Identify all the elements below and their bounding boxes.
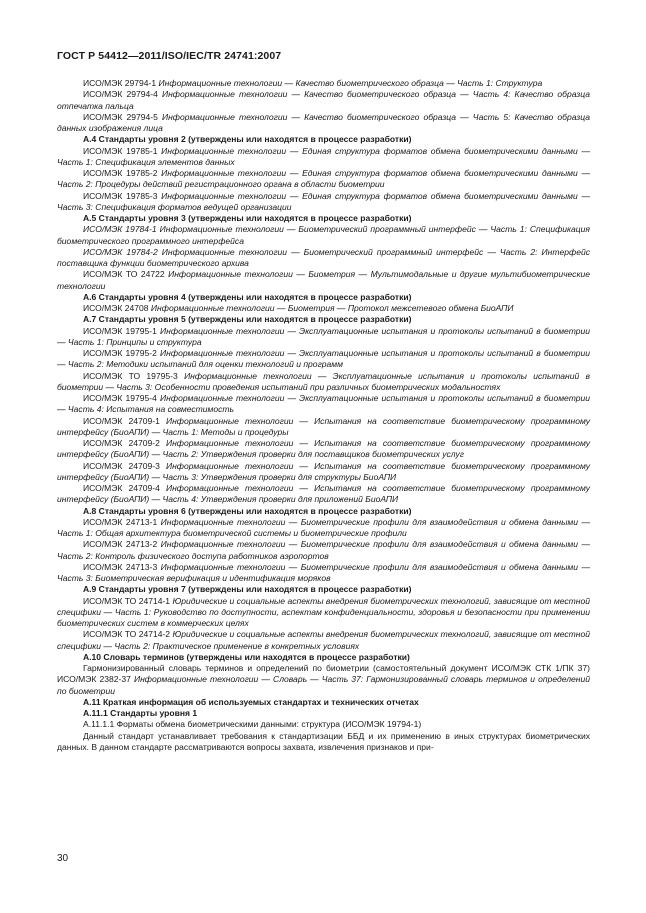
paragraph-plain-text: ИСО/МЭК 29794-4	[83, 89, 162, 100]
paragraph	[57, 393, 590, 416]
paragraph-italic-text: Информационные технологии — Биометрические профили для взаимодействия и обмена данными — Часть 3: Биометрическая верификация и идентификация моряков	[57, 561, 590, 583]
section-heading: А.9 Стандарты уровня 7 (утверждены или находятся в процессе разработки)	[83, 584, 412, 595]
paragraph-italic-text: Информационные технологии — Качество биометрического образца — Часть 1: Структура	[158, 78, 543, 88]
paragraph-plain-text: А.11.1.1 Форматы обмена биометрическими данными: структура (ИСО/МЭК 19794-1)	[83, 719, 422, 730]
paragraph-plain-text: ИСО/МЭК ТО 24714-2	[83, 629, 173, 640]
paragraph	[57, 168, 590, 191]
section-heading: А.11 Краткая информация об используемых стандартах и технических отчетах	[83, 696, 419, 707]
paragraph-italic-text: Информационные технологии — Единая структура форматов обмена биометрическими данными — Часть 1: Спецификация элементов данных	[57, 145, 590, 167]
paragraph-plain-text: ИСО/МЭК 24708	[83, 303, 151, 313]
paragraph-plain-text: ИСО/МЭК 19795-2	[83, 348, 161, 358]
paragraph	[57, 269, 590, 292]
paragraph	[57, 224, 590, 247]
paragraph-italic-text: Информационные технологии — Качество биометрического образца — Часть 4: Качество образца отпечатка пальца	[57, 89, 590, 111]
paragraph	[57, 629, 590, 652]
paragraph	[57, 112, 590, 135]
paragraph-plain-text: ИСО/МЭК 24713-2	[83, 539, 161, 550]
paragraph-plain-text: Данный стандарт устанавливает требования к стандартизации ББД и их применению в иных структурах биометрических данных. В данном стандарте рассматриваются вопросы захвата, извлечения признаков и при-	[57, 730, 590, 752]
paragraph	[57, 663, 590, 697]
document-header: ГОСТ Р 54412—2011/ISO/IEC/TR 24741:2007	[57, 50, 282, 62]
paragraph-italic-text: ИСО/МЭК 19784-2 Информационные технологии — Биометрический программный интерфейс — Часть 2: Интерфейс поставщика функции биометрического архива	[57, 246, 590, 268]
paragraph	[57, 539, 590, 562]
paragraph-plain-text: ИСО/МЭК ТО 19795-3	[83, 370, 185, 381]
paragraph-plain-text: ИСО/МЭК 24713-3	[83, 561, 161, 572]
paragraph-italic-text: Информационные технологии — Биометрические профили для взаимодействия и обмена данными — Часть 1: Общая архитектура биометрической системы и биометрические профили	[57, 516, 590, 538]
paragraph	[57, 483, 590, 506]
paragraph-italic-text: Информационные технологии — Единая структура форматов обмена биометрическими данными — Часть 2: Процедуры действий регистрационного органа в области биометрии	[57, 168, 590, 190]
section-heading: А.6 Стандарты уровня 4 (утверждены или находятся в процессе разработки)	[83, 291, 412, 302]
paragraph-plain-text: Гармонизированный словарь терминов и определений по биометрии (самостоятельный документ ИСО/МЭК СТК 1/ПК 37) ИСО/МЭК 2382-37	[57, 663, 590, 685]
paragraph-italic-text: Информационные технологии — Эксплуатационные испытания и протоколы испытаний в биометрии — Часть 3: Особенности проведения испытаний при различных биометрических модальностях	[57, 370, 590, 392]
section-heading: А.7 Стандарты уровня 5 (утверждены или находятся в процессе разработки)	[83, 314, 412, 325]
paragraph-italic-text: Информационные технологии — Испытания на соответствие биометрическому программному интерфейсу (БиоАПИ) — Часть 3: Утверждения проверки для структуры БиоАПИ	[57, 460, 590, 482]
paragraph	[57, 416, 590, 439]
document-body	[57, 78, 590, 753]
paragraph-italic-text: Информационные технологии — Испытания на соответствие биометрическому программному интерфейсу (БиоАПИ) — Часть 2: Утверждения проверки для поставщиков биометрических услуг	[57, 438, 590, 460]
paragraph	[57, 247, 590, 270]
paragraph	[57, 562, 590, 585]
paragraph-italic-text: Информационные технологии — Биометрия — Протокол межсетевого обмена БиоАПИ	[150, 303, 514, 313]
paragraph	[57, 517, 590, 540]
section-heading: А.4 Стандарты уровня 2 (утверждены или находятся в процессе разработки)	[83, 134, 412, 145]
paragraph-italic-text: Информационные технологии — Эксплуатационные испытания и протоколы испытаний в биометрии — Часть 2: Методики испытаний для оценки технологий и программ	[57, 348, 590, 370]
page-number: 30	[57, 853, 69, 864]
section-heading: А.8 Стандарты уровня 6 (утверждены или находятся в процессе разработки)	[83, 505, 412, 516]
paragraph	[57, 89, 590, 112]
paragraph-plain-text: ИСО/МЭК 24709-1	[83, 415, 166, 426]
paragraph-italic-text: Информационные технологии — Биометрические профили для взаимодействия и обмена данными — Часть 2: Контроль физического доступа работников аэропортов	[57, 539, 590, 561]
paragraph	[57, 348, 590, 371]
paragraph-plain-text: ИСО/МЭК 19785-2	[83, 168, 162, 178]
paragraph-plain-text: ИСО/МЭК 19795-1	[83, 325, 161, 336]
section-heading: А.10 Словарь терминов (утверждены или находятся в процессе разработки)	[83, 651, 410, 662]
paragraph	[57, 438, 590, 461]
paragraph	[57, 78, 590, 89]
paragraph	[57, 731, 590, 754]
paragraph-plain-text: ИСО/МЭК 29794-1	[83, 78, 159, 88]
section-heading: А.5 Стандарты уровня 3 (утверждены или находятся в процессе разработки)	[83, 213, 412, 223]
paragraph-plain-text: ИСО/МЭК 19785-3	[83, 190, 162, 201]
paragraph-plain-text: ИСО/МЭК 29794-5	[83, 111, 162, 122]
paragraph-plain-text: ИСО/МЭК ТО 24722	[83, 269, 169, 280]
section-heading: А.11.1 Стандарты уровня 1	[83, 708, 198, 718]
paragraph-italic-text: Информационные технологии — Словарь — Часть 37: Гармонизированный словарь терминов и определений по биометрии	[57, 674, 590, 696]
paragraph-italic-text: Информационные технологии — Качество биометрического образца — Часть 5: Качество образца данных изображения лица	[57, 111, 590, 133]
paragraph-plain-text: ИСО/МЭК 24709-3	[83, 460, 166, 471]
paragraph	[57, 146, 590, 169]
paragraph-plain-text: ИСО/МЭК 24713-1	[83, 516, 161, 527]
paragraph-plain-text: ИСО/МЭК 24709-2	[83, 438, 166, 448]
paragraph	[57, 371, 590, 394]
paragraph	[57, 191, 590, 214]
paragraph-plain-text: ИСО/МЭК 19795-4	[83, 393, 161, 403]
paragraph-italic-text: Информационные технологии — Испытания на соответствие биометрическому программному интерфейсу (БиоАПИ) — Часть 4: Утверждения проверки для приложений БиоАПИ	[57, 483, 590, 505]
paragraph-italic-text: Юридические и социальные аспекты внедрения биометрических технологий, зависящие от местной специфики — Часть 2: Практическое применение в конкретных условиях	[57, 629, 590, 651]
paragraph-italic-text: Юридические и социальные аспекты внедрения биометрических технологий, зависящие от местной специфики — Часть 1: Руководство по доступности, аспектам конфиденциальности, здоровья и безопасности при применении биометрических систем в коммерческих целях	[57, 595, 590, 628]
paragraph-plain-text: ИСО/МЭК 24709-4	[83, 483, 166, 493]
paragraph-italic-text: Информационные технологии — Единая структура форматов обмена биометрическими данными — Часть 3: Спецификация форматов ведущей организации	[57, 190, 590, 212]
paragraph	[57, 461, 590, 484]
paragraph	[57, 596, 590, 630]
paragraph-italic-text: Информационные технологии — Эксплуатационные испытания и протоколы испытаний в биометрии — Часть 4: Испытания на совместимость	[57, 393, 590, 415]
paragraph-italic-text: Информационные технологии — Эксплуатационные испытания и протоколы испытаний в биометрии — Часть 1: Принципы и структура	[57, 325, 590, 347]
paragraph	[57, 303, 590, 314]
paragraph-italic-text: Информационные технологии — Биометрия — Мультимодальные и другие мультибиометрические технологии	[57, 269, 590, 291]
paragraph-italic-text: Информационные технологии — Испытания на соответствие биометрическому программному интерфейсу (БиоАПИ) — Часть 1: Методы и процедуры	[57, 415, 590, 437]
paragraph-plain-text: ИСО/МЭК ТО 24714-1	[83, 595, 173, 606]
paragraph-plain-text: ИСО/МЭК 19785-1	[83, 145, 162, 156]
paragraph	[57, 719, 590, 730]
paragraph-italic-text: ИСО/МЭК 19784-1 Информационные технологии — Биометрический программный интерфейс — Часть 1: Спецификация биометрического программного интерфейса	[57, 224, 590, 246]
paragraph	[57, 326, 590, 349]
